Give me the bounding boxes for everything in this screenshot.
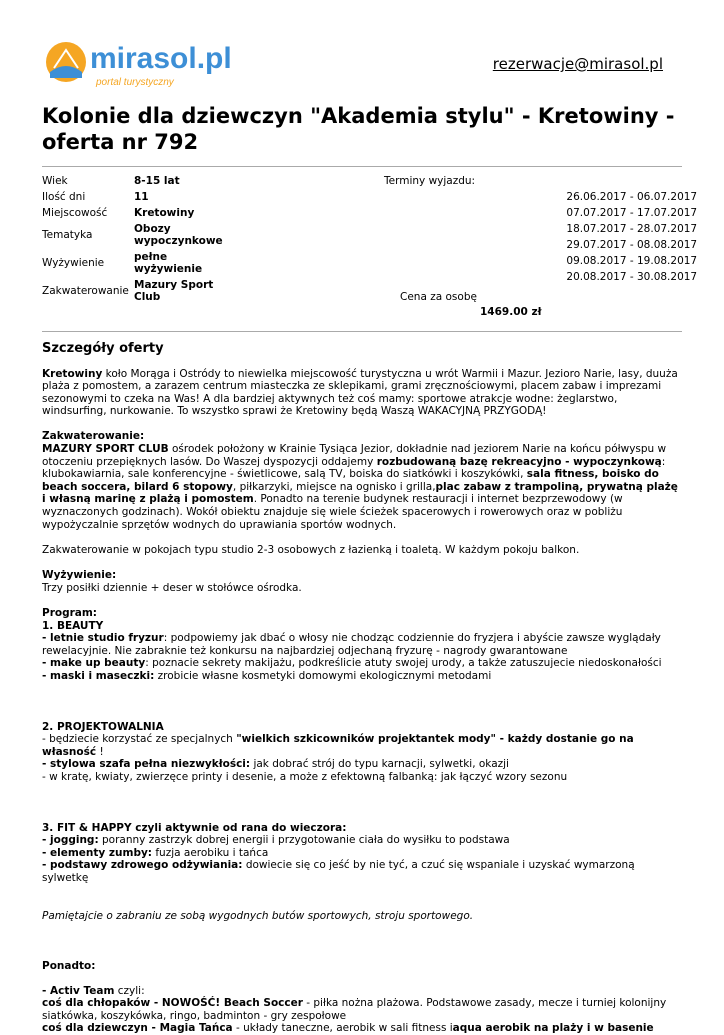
info-table xyxy=(42,173,234,305)
info-row-food: Wyżywienie pełne wyżywienie xyxy=(42,250,203,275)
info-row-theme: Tematyka Obozy wypoczynkowe xyxy=(42,222,223,247)
term-date: 20.08.2017 - 30.08.2017 xyxy=(566,271,698,283)
info-row-place: Miejscowość Kretowiny xyxy=(42,206,195,219)
term-date: 26.06.2017 - 06.07.2017 xyxy=(566,191,698,203)
info-row-accom: Zakwaterowanie Mazury Sport Club xyxy=(42,278,214,303)
term-date: 09.08.2017 - 19.08.2017 xyxy=(566,255,698,267)
term-date: 29.07.2017 - 08.08.2017 xyxy=(566,239,698,251)
divider xyxy=(42,331,682,332)
note-text: Pamiętajcie o zabraniu ze sobą wygodnych butów sportowych, stroju sportowego. xyxy=(42,909,474,922)
divider xyxy=(42,166,682,167)
logo-tagline: portal turystyczny xyxy=(96,77,174,88)
program-projektowalnia: 2. PROJEKTOWALNIA - będziecie korzystać ze specjalnych "wielkich szkicowników projektantek mody" - każdy dostanie go na własność ! - stylowa szafa pełna niezwykłości: jak dobrać strój do typu karnacji, sylwetki, okazji - w kratę, kwiaty, zwierzęce printy i desenie, a może z efektowną falbanką: jak łączyć wzory sezonu xyxy=(42,720,634,783)
program-fit-happy: 3. FIT & HAPPY czyli aktywnie od rana do wieczora: - jogging: poranny zastrzyk dobrej energii i przygotowanie ciała do wysiłku to podstawa - elementy zumby: fuzja aerobiku i tańca - podstawy zdrowego odżywiania: dowiecie się co jeść by nie tyć, a czuć się wspaniale i uzyskać wymarzoną sylwetkę xyxy=(42,821,635,884)
term-date: 18.07.2017 - 28.07.2017 xyxy=(566,223,698,235)
term-date: 07.07.2017 - 17.07.2017 xyxy=(566,207,698,219)
details-heading: Szczegóły oferty xyxy=(42,341,164,356)
page-title: Kolonie dla dziewczyn "Akademia stylu" - Kretowiny - oferta nr 792 xyxy=(42,104,675,154)
activ-team-section: - Activ Team czyli: coś dla chłopaków - NOWOŚĆ! Beach Soccer - piłka nożna plażowa. Podstawowe zasady, mecze i turniej kolonijny siatkówka, koszykówka, ringo, badminton - gry zespołowe coś dla dziewczyn - Magia Tańca - układy taneczne, aerobik w sali fitness iaqua aerobik na plaży i w basenie xyxy=(42,984,667,1035)
mirasol-logo[interactable] xyxy=(44,38,259,90)
rooms-paragraph: Zakwaterowanie w pokojach typu studio 2-3 osobowych z łazienką i toaletą. W każdym pokoju balkon. xyxy=(42,544,580,557)
info-row-days: Ilość dni 11 xyxy=(42,190,149,203)
offer-details xyxy=(42,343,682,1035)
food-section: Wyżywienie: Trzy posiłki dziennie + deser w stołówce ośrodka. xyxy=(42,569,302,594)
more-heading: Ponadto: xyxy=(42,960,96,973)
accommodation-section: Zakwaterowanie: MAZURY SPORT CLUB ośrodek położony w Krainie Tysiąca Jezior, dokładnie nad jeziorem Narie na końcu półwyspu w otoczeniu przepięknych lasów. Do Waszej dyspozycji oddajemy rozbudowaną bazę rekreacyjno - wypoczynkową: klubokawiarnia, sale konferencyjne - świetlicowe, salą TV, boiska do siatkówki i koszykówki, sala fitness, boisko do beach soccera, bilard 6 stopowy, piłkarzyki, miejsce na ognisko i grilla,plac zabaw z trampoliną, prywatną plażę i własną marinę z plażą i pomostem. Ponadto na terenie budynek restauracji i internet bezprzewodowy (w wyznaczonych godzinach). Wokół obiektu znajduje się wiele ścieżek spacerowych i rowerowych oraz w pobliżu wypożyczalnie sprzętów wodnych do uprawiania sportów wodnych. xyxy=(42,430,678,531)
terms-block xyxy=(384,175,698,318)
logo-text: mirasol.pl xyxy=(90,42,232,75)
terms-label: Terminy wyjazdu: xyxy=(384,175,476,187)
email-link[interactable]: rezerwacje@mirasol.pl xyxy=(492,55,663,73)
intro-paragraph: Kretowiny koło Morąga i Ostródy to niewielka miejscowość turystyczna u wrót Warmii i Mazur. Jezioro Narie, lasy, duuża plaża z pomostem, a zarazem centrum miasteczka ze sklepikami, grami zręcznościowymi, placem zabaw i imprezami sezonowymi to czeka na Was! A dla bardziej aktywnych też coś mamy: sportowe atrakcje wodne: żeglarstwo, windsurfing, nurkowanie. To wszystko sprawi że Kretowiny będą Waszą WAKACYJNĄ PRZYGODĄ! xyxy=(42,367,678,418)
info-row-age: Wiek 8-15 lat xyxy=(42,174,180,187)
price-label: Cena za osobę xyxy=(400,291,477,303)
price-value: 1469.00 zł xyxy=(480,306,542,318)
program-section: Program: 1. BEAUTY - letnie studio fryzur: podpowiemy jak dbać o włosy nie chodząc codziennie do fryzjera i abyście zawsze wyglądały rewelacyjnie. Nie zabraknie też konkursu na najbardziej odjechaną fryzurę - nagrody gwarantowane - make up beauty: poznacie sekrety makijażu, podkreślicie atuty swojej urody, a także zatuszujecie niedoskonałości - maski i maseczki: zrobicie własne kosmetyki domowymi ekologicznymi metodami xyxy=(42,607,662,682)
